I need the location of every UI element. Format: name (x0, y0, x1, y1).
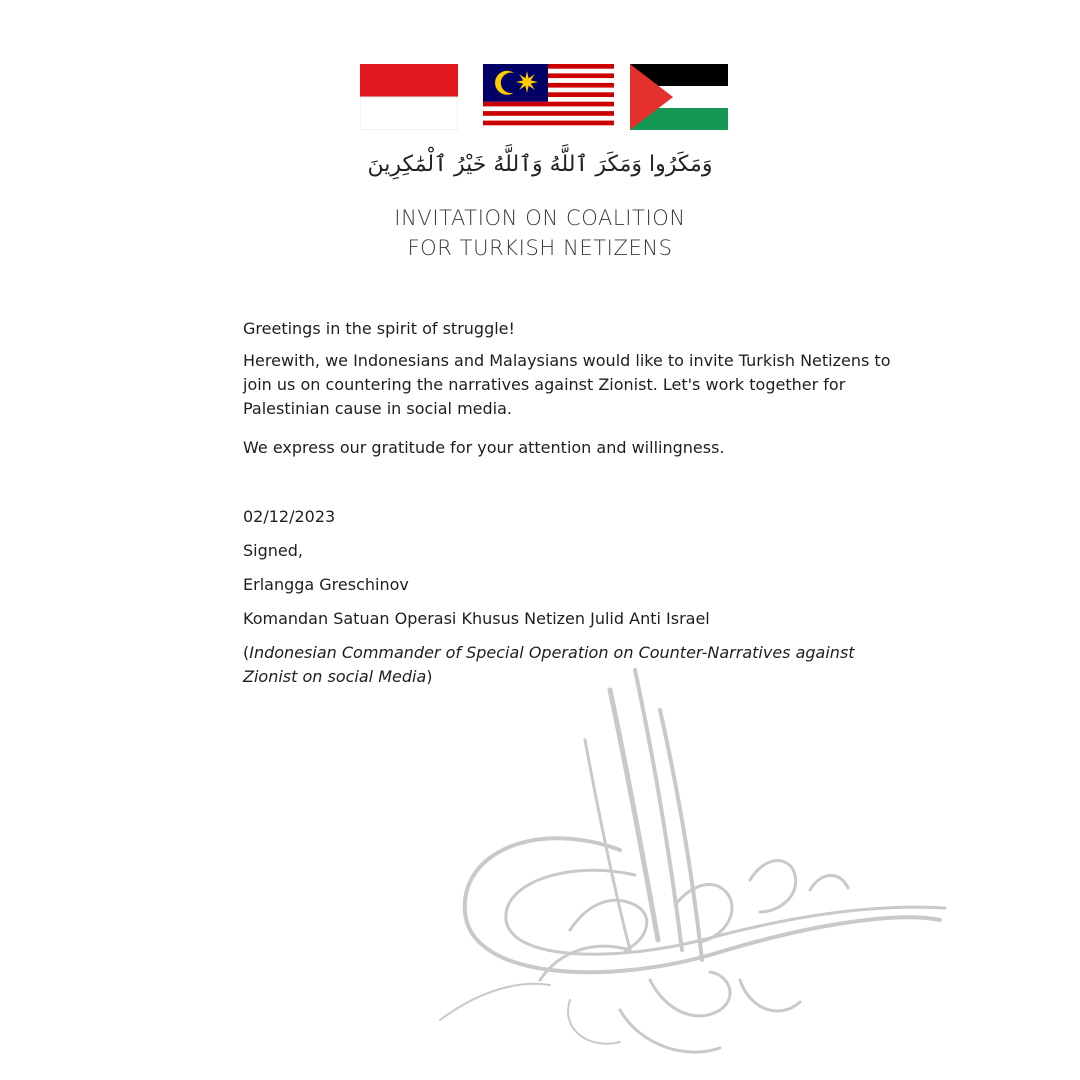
letter-date: 02/12/2023 (243, 507, 336, 526)
arabic-verse: وَمَكَرُوا وَمَكَرَ ٱللَّهُ وَٱللَّهُ خَيْرُ ٱلْمَٰكِرِينَ (367, 152, 713, 177)
tughra-watermark (420, 650, 980, 1080)
flags-row (0, 64, 1080, 130)
signer-name: Erlangga Greschinov (243, 575, 409, 594)
invitation-paragraph: Herewith, we Indonesians and Malaysians would like to invite Turkish Netizens to join us on countering the narratives against Zionist. Let's work together for Palestinian cause in social media. (243, 351, 891, 418)
signed-label: Signed, (243, 541, 303, 560)
greeting-text: Greetings in the spirit of struggle! (243, 319, 515, 338)
paren-open: ( (243, 643, 250, 662)
title-line-2: FOR TURKISH NETIZENS (407, 236, 673, 260)
gratitude-text: We express our gratitude for your attention and willingness. (243, 438, 725, 457)
page-title (0, 203, 1080, 263)
role-translation-text: Indonesian Commander of Special Operation on Counter-Narratives against Zionist on social Media (243, 643, 855, 686)
indonesia-flag (360, 64, 458, 130)
malaysia-flag (483, 64, 614, 130)
palestine-flag (630, 64, 728, 130)
signer-role: Komandan Satuan Operasi Khusus Netizen Julid Anti Israel (243, 609, 710, 628)
title-line-1: INVITATION ON COALITION (394, 206, 686, 230)
paren-close: ) (426, 667, 433, 686)
